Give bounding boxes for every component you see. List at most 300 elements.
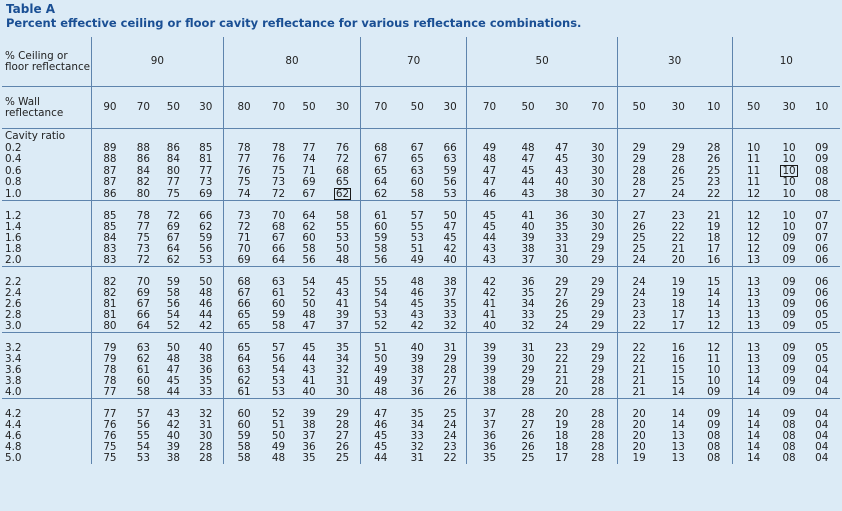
table-cell: 47 — [302, 320, 316, 332]
table-cell: 66 — [199, 210, 213, 222]
table-cell: 64 — [224, 354, 264, 365]
table-cell: 62 — [224, 376, 264, 387]
table-cell: 28 — [591, 419, 605, 431]
table-cell: 14 — [671, 408, 685, 420]
table-cell: 21 — [617, 376, 660, 387]
table-cell: 27 — [555, 287, 569, 299]
table-cell: 44 — [521, 176, 535, 188]
table-cell: 14 — [671, 386, 685, 398]
table-cell: 18 — [671, 298, 685, 310]
table-cell: 87 — [91, 165, 128, 177]
cavity-ratio-cell: 2.0 — [5, 254, 22, 266]
table-cell: 64 — [166, 243, 180, 255]
table-cell: 30 — [591, 221, 605, 233]
table-cell: 06 — [815, 287, 829, 299]
table-cell: 45 — [467, 211, 512, 222]
table-cell: 45 — [467, 222, 512, 233]
table-cell: 77 — [166, 176, 180, 188]
table-cell: 84 — [166, 153, 180, 165]
table-cell: 27 — [617, 211, 660, 222]
table-cell: 28 — [199, 452, 213, 464]
table-cell: 75 — [224, 177, 264, 188]
table-cell: 78 — [136, 210, 150, 222]
table-cell: 08 — [707, 441, 721, 453]
table-cell: 14 — [732, 431, 774, 442]
table-cell: 62 — [360, 188, 400, 201]
table-cell: 43 — [555, 164, 569, 177]
table-cell: 21 — [617, 387, 660, 399]
table-cell: 04 — [815, 441, 829, 453]
table-cell: 85 — [91, 222, 128, 233]
table-cell: 15 — [707, 276, 721, 288]
table-cell: 60 — [224, 420, 264, 431]
table-cell: 38 — [467, 387, 512, 399]
cavity-ratio-cell: 0.4 — [5, 153, 22, 165]
table-cell: 29 — [443, 353, 457, 365]
table-cell: 07 — [815, 232, 829, 244]
table-cell: 23 — [617, 310, 660, 321]
table-cell: 75 — [91, 442, 128, 453]
table-cell: 22 — [617, 321, 660, 333]
table-cell: 22 — [443, 452, 457, 464]
table-cell: 43 — [335, 287, 350, 299]
table-cell: 38 — [199, 353, 213, 365]
table-cell: 35 — [410, 408, 424, 420]
cavity-ratio-cell: 1.4 — [5, 221, 22, 233]
table-cell: 51 — [271, 419, 286, 431]
table-cell: 12 — [707, 320, 721, 332]
table-cell: 32 — [410, 441, 424, 453]
table-cell: 04 — [815, 364, 829, 376]
table-cell: 34 — [521, 298, 535, 310]
table-cell: 47 — [443, 221, 457, 233]
table-cell: 09 — [707, 408, 721, 420]
table-cell: 35 — [467, 453, 512, 464]
table-cell: 34 — [335, 353, 350, 365]
table-cell: 23 — [617, 299, 660, 310]
table-cell: 28 — [707, 142, 721, 154]
table-cell: 22 — [707, 187, 721, 200]
table-cell: 09 — [707, 419, 721, 431]
table-cell: 13 — [732, 321, 774, 333]
table-cell: 26 — [443, 386, 457, 398]
table-cell: 59 — [443, 164, 457, 177]
table-cell: 80 — [166, 164, 180, 177]
table-cell: 42 — [467, 288, 512, 299]
table-cell: 44 — [166, 386, 180, 398]
table-cell: 29 — [591, 320, 605, 332]
table-cell: 09 — [782, 408, 796, 420]
table-cell: 28 — [617, 177, 660, 188]
table-cell: 60 — [271, 298, 286, 310]
table-cell: 58 — [136, 386, 150, 398]
table-cell: 54 — [166, 309, 180, 321]
cavity-ratio-cell: 3.4 — [5, 353, 22, 365]
table-cell: 09 — [782, 353, 796, 365]
table-cell: 43 — [467, 244, 512, 255]
table-cell: 70 — [224, 244, 264, 255]
table-cell: 58 — [302, 243, 316, 255]
table-cell: 35 — [335, 342, 350, 354]
table-cell: 22 — [671, 232, 685, 244]
table-cell: 05 — [815, 353, 829, 365]
table-cell: 76 — [224, 165, 264, 177]
table-cell: 12 — [707, 342, 721, 354]
ceiling-group-90: 90 — [91, 37, 224, 87]
table-cell: 67 — [302, 187, 316, 200]
table-cell: 25 — [617, 233, 660, 244]
table-cell: 72 — [224, 222, 264, 233]
table-cell: 09 — [782, 243, 796, 255]
table-cell: 26 — [617, 222, 660, 233]
table-cell: 74 — [224, 188, 264, 201]
table-cell: 73 — [271, 176, 286, 188]
table-cell: 14 — [671, 419, 685, 431]
table-cell: 50 — [443, 210, 457, 222]
table-cell: 69 — [224, 255, 264, 267]
table-cell: 33 — [443, 309, 457, 321]
table-cell: 24 — [443, 430, 457, 442]
table-cell: 33 — [555, 232, 569, 244]
table-cell: 09 — [782, 386, 796, 398]
table-cell: 35 — [302, 452, 316, 464]
wall-value-header: 70 — [264, 87, 293, 129]
table-cell: 85 — [91, 211, 128, 222]
table-cell: 29 — [591, 276, 605, 288]
wall-value-header: 50 — [512, 87, 545, 129]
ceiling-group-70: 70 — [360, 37, 467, 87]
table-cell: 58 — [166, 287, 180, 299]
table-cell: 23 — [555, 342, 569, 354]
table-cell: 09 — [782, 298, 796, 310]
table-cell: 48 — [271, 452, 286, 464]
table-cell: 30 — [591, 142, 605, 154]
ceiling-group-30: 30 — [617, 37, 732, 87]
table-cell: 15 — [671, 364, 685, 376]
table-cell: 40 — [302, 386, 316, 398]
table-cell: 38 — [410, 364, 424, 376]
table-cell: 24 — [555, 320, 569, 332]
table-cell: 08 — [782, 430, 796, 442]
table-cell: 63 — [271, 276, 286, 288]
table-cell: 49 — [467, 143, 512, 154]
table-cell: 82 — [91, 288, 128, 299]
table-cell: 76 — [91, 420, 128, 431]
table-cell: 04 — [815, 375, 829, 387]
table-cell: 53 — [271, 386, 286, 398]
table-cell: 45 — [410, 298, 424, 310]
table-cell: 29 — [591, 232, 605, 244]
table-cell: 68 — [224, 277, 264, 288]
table-cell: 56 — [136, 419, 150, 431]
table-cell: 28 — [591, 386, 605, 398]
table-cell: 16 — [671, 353, 685, 365]
table-cell: 86 — [166, 142, 180, 154]
wall-value-header: 70 — [128, 87, 158, 129]
table-cell: 10 — [782, 187, 796, 200]
table-cell: 53 — [443, 187, 457, 200]
table-cell: 37 — [302, 430, 316, 442]
table-cell: 79 — [91, 354, 128, 365]
table-cell: 58 — [224, 453, 264, 464]
wall-value-header: 50 — [293, 87, 325, 129]
table-cell: 42 — [199, 320, 213, 332]
table-cell: 25 — [443, 408, 457, 420]
table-cell: 53 — [136, 452, 150, 464]
table-cell: 25 — [335, 452, 350, 464]
table-cell: 28 — [521, 408, 535, 420]
table-cell: 37 — [521, 254, 535, 266]
table-cell: 13 — [732, 310, 774, 321]
table-cell: 10 — [732, 143, 774, 154]
table-cell: 55 — [335, 221, 350, 233]
cavity-ratio-cell: 3.8 — [5, 375, 22, 387]
wall-value-header: 90 — [91, 87, 128, 129]
table-cell: 43 — [521, 187, 535, 200]
table-cell: 66 — [443, 142, 457, 154]
table-cell: 41 — [521, 210, 535, 222]
table-cell: 08 — [782, 419, 796, 431]
table-cell: 87 — [91, 177, 128, 188]
table-cell: 71 — [224, 233, 264, 244]
table-cell: 81 — [199, 153, 213, 165]
table-cell: 09 — [782, 342, 796, 354]
table-cell: 86 — [136, 153, 150, 165]
table-cell: 27 — [335, 430, 350, 442]
ceiling-header-row — [2, 37, 840, 87]
table-cell: 14 — [732, 376, 774, 387]
table-cell: 56 — [199, 243, 213, 255]
table-cell: 10 — [782, 210, 796, 222]
table-cell: 39 — [166, 441, 180, 453]
table-cell: 08 — [782, 441, 796, 453]
table-cell: 55 — [410, 221, 424, 233]
table-cell: 07 — [815, 210, 829, 222]
cavity-ratio-cell: 0.8 — [5, 176, 22, 188]
wall-reflectance-label: % Wall reflectance — [2, 87, 91, 129]
cavity-ratio-header-row — [2, 129, 840, 144]
table-cell: 79 — [91, 343, 128, 354]
table-cell: 84 — [136, 164, 150, 177]
table-cell: 47 — [166, 364, 180, 376]
cavity-ratio-cell: 4.8 — [5, 441, 22, 453]
table-cell: 28 — [443, 364, 457, 376]
table-cell: 29 — [591, 342, 605, 354]
table-cell: 42 — [443, 243, 457, 255]
table-cell: 42 — [410, 320, 424, 332]
table-cell: 04 — [815, 408, 829, 420]
table-cell: 65 — [224, 343, 264, 354]
table-cell: 49 — [360, 376, 400, 387]
table-cell: 48 — [302, 309, 316, 321]
table-cell: 46 — [410, 287, 424, 299]
table-cell: 20 — [617, 420, 660, 431]
table-row — [2, 154, 840, 165]
table-cell: 49 — [271, 441, 286, 453]
table-cell: 10 — [707, 375, 721, 387]
table-cell: 68 — [271, 221, 286, 233]
table-cell: 22 — [617, 343, 660, 354]
table-cell: 19 — [555, 419, 569, 431]
table-cell: 67 — [166, 232, 180, 244]
wall-value-header: 30 — [188, 87, 223, 129]
table-cell: 09 — [782, 375, 796, 387]
table-cell: 33 — [410, 430, 424, 442]
table-cell: 36 — [521, 276, 535, 288]
table-cell: 67 — [410, 142, 424, 154]
table-cell: 85 — [199, 142, 213, 154]
table-cell: 41 — [467, 299, 512, 310]
table-cell: 30 — [199, 430, 213, 442]
table-cell: 62 — [166, 254, 180, 266]
table-cell: 44 — [467, 233, 512, 244]
table-cell: 18 — [555, 430, 569, 442]
table-cell: 65 — [224, 321, 264, 333]
table-cell: 60 — [360, 222, 400, 233]
table-cell: 77 — [302, 142, 316, 154]
table-cell: 53 — [360, 310, 400, 321]
table-cell: 83 — [91, 244, 128, 255]
table-cell: 29 — [591, 353, 605, 365]
table-cell: 62 — [302, 221, 316, 233]
cavity-ratio-cell: 1.8 — [5, 243, 22, 255]
table-cell: 45 — [302, 342, 316, 354]
table-cell: 27 — [443, 375, 457, 387]
table-row — [2, 321, 840, 333]
table-cell: 38 — [302, 419, 316, 431]
wall-header-row — [2, 87, 840, 129]
table-cell: 12 — [732, 233, 774, 244]
table-cell: 08 — [782, 452, 796, 464]
table-cell: 05 — [815, 309, 829, 321]
table-cell: 36 — [467, 442, 512, 453]
table-cell: 54 — [302, 276, 316, 288]
table-cell: 19 — [671, 287, 685, 299]
table-cell: 46 — [199, 298, 213, 310]
table-cell: 46 — [360, 420, 400, 431]
ceiling-reflectance-label: % Ceiling or floor reflectance — [5, 49, 91, 73]
table-cell: 21 — [555, 375, 569, 387]
wall-value-header: 10 — [804, 87, 840, 129]
table-cell: 29 — [591, 254, 605, 266]
table-cell: 45 — [360, 442, 400, 453]
table-cell: 64 — [302, 210, 316, 222]
table-cell: 10 — [782, 176, 796, 188]
table-cell: 13 — [732, 299, 774, 310]
table-cell: 53 — [410, 232, 424, 244]
table-cell: 58 — [360, 244, 400, 255]
table-cell: 55 — [136, 430, 150, 442]
table-cell: 11 — [732, 177, 774, 188]
table-cell: 10 — [782, 221, 796, 233]
table-cell: 28 — [591, 375, 605, 387]
table-cell: 44 — [199, 309, 213, 321]
table-cell: 72 — [335, 153, 350, 165]
table-cell: 69 — [199, 187, 213, 200]
table-cell: 72 — [271, 187, 286, 200]
table-cell: 41 — [302, 375, 316, 387]
table-cell: 13 — [732, 255, 774, 267]
table-cell: 08 — [707, 452, 721, 464]
table-cell: 77 — [136, 221, 150, 233]
table-cell: 32 — [335, 364, 350, 376]
table-cell: 65 — [360, 165, 400, 177]
table-cell: 41 — [335, 298, 350, 310]
table-cell: 27 — [521, 419, 535, 431]
table-cell: 75 — [271, 164, 286, 177]
table-cell: 60 — [410, 176, 424, 188]
table-cell: 12 — [732, 222, 774, 233]
table-cell: 57 — [271, 342, 286, 354]
table-cell: 26 — [521, 430, 535, 442]
table-cell: 48 — [410, 276, 424, 288]
table-cell: 24 — [617, 277, 660, 288]
table-cell: 40 — [443, 254, 457, 266]
table-cell: 54 — [360, 299, 400, 310]
table-cell: 58 — [224, 442, 264, 453]
table-cell: 13 — [732, 354, 774, 365]
table-cell: 64 — [360, 177, 400, 188]
cavity-ratio-cell: 3.2 — [5, 342, 22, 354]
table-row — [2, 177, 840, 188]
table-cell: 63 — [224, 365, 264, 376]
table-cell: 23 — [671, 210, 685, 222]
table-cell: 77 — [224, 154, 264, 165]
table-cell: 30 — [591, 176, 605, 188]
table-cell: 76 — [271, 153, 286, 165]
table-cell: 88 — [136, 142, 150, 154]
wall-value-header: 10 — [696, 87, 732, 129]
table-cell: 53 — [199, 254, 213, 266]
table-cell: 04 — [815, 386, 829, 398]
table-cell: 89 — [91, 143, 128, 154]
table-cell: 17 — [671, 320, 685, 332]
table-cell: 60 — [302, 232, 316, 244]
table-cell: 59 — [199, 232, 213, 244]
table-cell: 47 — [521, 153, 535, 165]
table-cell: 77 — [91, 387, 128, 399]
table-cell: 44 — [360, 453, 400, 464]
table-cell: 09 — [815, 142, 829, 154]
table-cell: 04 — [815, 419, 829, 431]
table-cell: 29 — [617, 154, 660, 165]
table-cell: 05 — [815, 320, 829, 332]
table-cell: 41 — [467, 310, 512, 321]
table-cell: 28 — [591, 441, 605, 453]
table-cell: 20 — [617, 442, 660, 453]
table-cell: 64 — [136, 320, 150, 332]
table-cell: 56 — [271, 353, 286, 365]
cavity-ratio-cell: 4.0 — [5, 386, 22, 398]
table-cell: 72 — [136, 254, 150, 266]
wall-value-header: 50 — [732, 87, 774, 129]
table-cell: 30 — [591, 187, 605, 200]
table-cell: 39 — [467, 343, 512, 354]
table-cell: 29 — [591, 309, 605, 321]
table-title: Table A — [6, 2, 56, 16]
table-cell: 09 — [782, 364, 796, 376]
table-cell: 56 — [360, 255, 400, 267]
table-cell: 82 — [91, 277, 128, 288]
table-cell: 31 — [521, 342, 535, 354]
table-cell: 30 — [591, 153, 605, 165]
table-cell: 56 — [166, 298, 180, 310]
wall-value-header: 30 — [325, 87, 360, 129]
table-cell: 83 — [91, 255, 128, 267]
table-cell: 36 — [410, 386, 424, 398]
table-cell: 06 — [815, 298, 829, 310]
table-cell: 49 — [360, 365, 400, 376]
